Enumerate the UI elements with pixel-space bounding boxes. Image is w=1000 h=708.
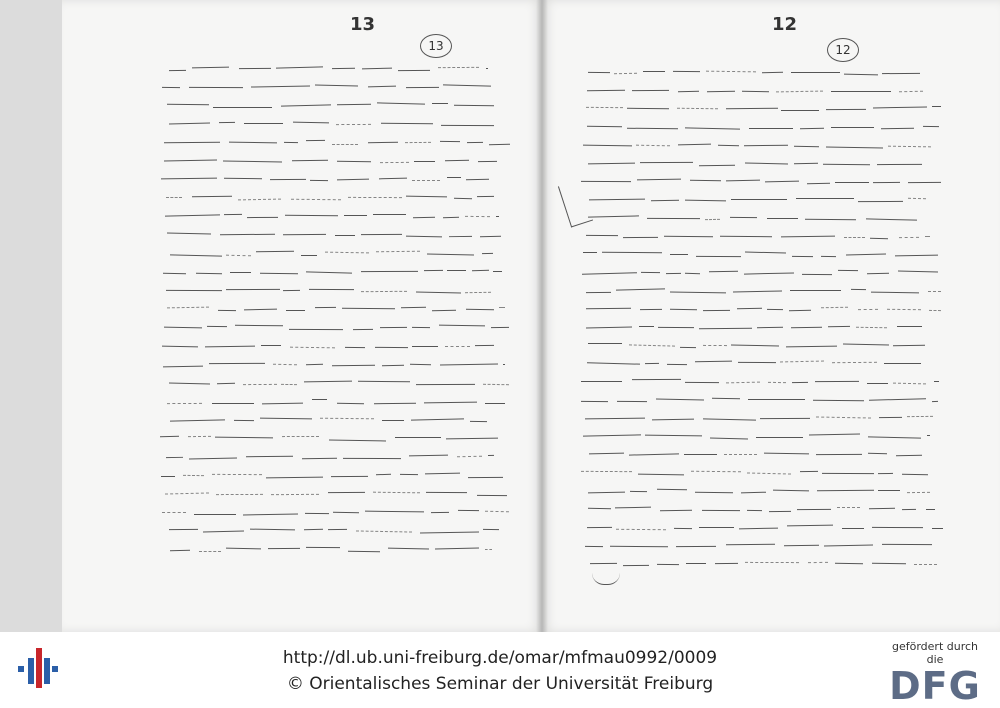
handwriting-stroke bbox=[831, 91, 891, 92]
handwriting-stroke bbox=[586, 307, 631, 309]
handwriting-stroke bbox=[914, 564, 937, 565]
handwriting-stroke bbox=[867, 382, 888, 383]
handwriting-stroke bbox=[927, 435, 930, 436]
handwriting-stroke bbox=[844, 73, 878, 75]
dfg-logo: DFG bbox=[889, 664, 981, 708]
handwriting-stroke bbox=[581, 400, 608, 401]
handwriting-stroke bbox=[696, 256, 741, 257]
handwriting-stroke bbox=[485, 403, 505, 404]
handwriting-stroke bbox=[305, 512, 329, 513]
handwriting-stroke bbox=[194, 513, 236, 514]
handwriting-stroke bbox=[583, 144, 632, 146]
handwriting-stroke bbox=[261, 345, 281, 346]
handwriting-stroke bbox=[745, 562, 799, 563]
handwriting-stroke bbox=[699, 527, 734, 528]
handwriting-stroke bbox=[660, 509, 692, 510]
handwriting-stroke bbox=[416, 384, 475, 385]
handwriting-stroke bbox=[685, 382, 719, 383]
handwriting-stroke bbox=[673, 71, 700, 72]
left-manuscript-page bbox=[62, 0, 542, 632]
handwriting-stroke bbox=[878, 472, 893, 473]
handwriting-stroke bbox=[169, 69, 186, 70]
handwriting-stroke bbox=[583, 252, 597, 253]
handwriting-stroke bbox=[281, 384, 297, 385]
handwriting-stroke bbox=[412, 346, 438, 347]
scan-edge bbox=[0, 0, 62, 632]
handwriting-stroke bbox=[868, 453, 887, 454]
handwriting-stroke bbox=[499, 307, 505, 308]
handwriting-stroke bbox=[301, 255, 317, 256]
handwriting-stroke bbox=[690, 180, 721, 181]
handwriting-stroke bbox=[199, 551, 221, 552]
handwriting-stroke bbox=[196, 272, 222, 274]
handwriting-stroke bbox=[902, 509, 916, 510]
handwriting-stroke bbox=[808, 562, 828, 563]
handwriting-stroke bbox=[226, 289, 280, 290]
handwriting-stroke bbox=[167, 103, 209, 105]
handwriting-stroke bbox=[832, 361, 877, 362]
handwriting-stroke bbox=[640, 162, 693, 163]
handwriting-stroke bbox=[485, 548, 492, 549]
handwriting-stroke bbox=[166, 290, 222, 291]
handwriting-stroke bbox=[800, 471, 818, 472]
handwriting-stroke bbox=[747, 509, 762, 510]
handwriting-stroke bbox=[821, 255, 836, 256]
handwriting-stroke bbox=[760, 417, 810, 418]
handwriting-stroke bbox=[410, 364, 431, 365]
handwriting-stroke bbox=[353, 329, 373, 330]
handwriting-stroke bbox=[585, 546, 603, 547]
book-gutter bbox=[536, 0, 548, 632]
handwriting-stroke bbox=[724, 454, 757, 455]
handwriting-stroke bbox=[846, 253, 886, 255]
handwriting-stroke bbox=[212, 474, 262, 475]
handwriting-stroke bbox=[465, 292, 491, 293]
handwriting-stroke bbox=[467, 142, 483, 143]
handwriting-stroke bbox=[907, 492, 930, 493]
handwriting-stroke bbox=[800, 127, 824, 128]
handwriting-stroke bbox=[332, 67, 355, 68]
handwriting-stroke bbox=[454, 104, 494, 105]
handwriting-stroke bbox=[226, 547, 261, 549]
handwriting-stroke bbox=[315, 307, 336, 308]
handwriting-stroke bbox=[376, 473, 391, 474]
handwriting-stroke bbox=[670, 254, 688, 255]
handwriting-stroke bbox=[893, 345, 925, 346]
handwriting-stroke bbox=[413, 216, 435, 217]
handwriting-stroke bbox=[503, 364, 505, 365]
handwriting-stroke bbox=[292, 159, 328, 161]
handwriting-stroke bbox=[815, 380, 859, 381]
handwriting-stroke bbox=[485, 510, 509, 512]
handwriting-stroke bbox=[488, 455, 494, 456]
handwriting-stroke bbox=[320, 417, 374, 419]
handwriting-stroke bbox=[731, 199, 787, 200]
handwriting-stroke bbox=[480, 235, 501, 237]
handwriting-stroke bbox=[406, 87, 439, 88]
document-url[interactable]: http://dl.ub.uni-freiburg.de/omar/mfmau0992/0009 bbox=[282, 648, 718, 668]
handwriting-stroke bbox=[651, 199, 679, 200]
handwriting-stroke bbox=[262, 402, 303, 404]
handwriting-stroke bbox=[872, 562, 906, 563]
handwriting-stroke bbox=[398, 70, 430, 71]
handwriting-stroke bbox=[872, 527, 923, 528]
handwriting-stroke bbox=[748, 399, 805, 400]
handwriting-stroke bbox=[337, 178, 369, 180]
handwriting-stroke bbox=[627, 127, 678, 129]
handwriting-stroke bbox=[664, 236, 713, 237]
handwriting-stroke bbox=[344, 215, 367, 216]
handwriting-stroke bbox=[703, 344, 727, 345]
handwriting-stroke bbox=[230, 272, 251, 273]
handwriting-stroke bbox=[666, 273, 681, 274]
handwriting-stroke bbox=[400, 474, 418, 475]
handwriting-stroke bbox=[332, 144, 358, 145]
handwriting-stroke bbox=[792, 256, 813, 257]
handwriting-stroke bbox=[380, 161, 409, 162]
handwriting-stroke bbox=[623, 237, 658, 238]
handwriting-stroke bbox=[216, 494, 263, 495]
handwriting-stroke bbox=[870, 237, 889, 238]
handwriting-stroke bbox=[769, 510, 791, 511]
handwriting-stroke bbox=[273, 363, 297, 365]
handwriting-stroke bbox=[483, 529, 499, 530]
handwriting-stroke bbox=[686, 563, 706, 564]
handwriting-stroke bbox=[744, 144, 788, 146]
handwriting-stroke bbox=[781, 110, 819, 111]
handwriting-stroke bbox=[791, 72, 840, 73]
handwriting-stroke bbox=[244, 123, 283, 124]
handwriting-stroke bbox=[382, 420, 404, 421]
handwriting-stroke bbox=[703, 310, 730, 311]
handwriting-stroke bbox=[797, 509, 831, 510]
handwriting-stroke bbox=[879, 417, 902, 418]
handwriting-stroke bbox=[336, 124, 371, 125]
handwriting-stroke bbox=[167, 403, 202, 404]
handwriting-stroke bbox=[657, 564, 679, 565]
handwriting-stroke bbox=[657, 488, 687, 490]
handwriting-stroke bbox=[164, 326, 202, 328]
handwriting-stroke bbox=[699, 164, 735, 165]
handwriting-stroke bbox=[674, 527, 692, 528]
handwriting-stroke bbox=[291, 198, 341, 200]
handwriting-stroke bbox=[581, 181, 631, 182]
handwriting-stroke bbox=[477, 195, 494, 196]
handwriting-stroke bbox=[412, 180, 440, 181]
handwriting-stroke bbox=[331, 476, 368, 477]
handwriting-stroke bbox=[443, 217, 459, 218]
handwriting-stroke bbox=[284, 141, 298, 142]
handwriting-stroke bbox=[923, 126, 939, 127]
handwriting-stroke bbox=[483, 383, 509, 384]
handwriting-stroke bbox=[899, 90, 923, 92]
handwriting-stroke bbox=[794, 162, 818, 163]
handwriting-stroke bbox=[373, 491, 420, 493]
handwriting-stroke bbox=[587, 526, 612, 527]
handwriting-stroke bbox=[218, 310, 236, 311]
right-folio-number: 12 bbox=[772, 14, 798, 35]
handwriting-stroke bbox=[842, 528, 864, 529]
handwriting-stroke bbox=[266, 476, 323, 478]
handwriting-stroke bbox=[802, 274, 832, 275]
handwriting-stroke bbox=[343, 458, 401, 459]
handwriting-stroke bbox=[932, 528, 943, 529]
left-folio-number: 13 bbox=[350, 14, 376, 35]
handwriting-stroke bbox=[395, 437, 441, 438]
handwriting-stroke bbox=[725, 543, 774, 545]
handwriting-stroke bbox=[486, 68, 488, 69]
handwriting-stroke bbox=[465, 215, 490, 216]
handwriting-stroke bbox=[589, 198, 645, 200]
dfg-funding-badge bbox=[882, 640, 988, 708]
copyright-notice: © Orientalisches Seminar der Universität Freiburg bbox=[286, 674, 714, 694]
handwriting-stroke bbox=[229, 141, 277, 143]
handwriting-stroke bbox=[730, 217, 757, 218]
handwriting-stroke bbox=[929, 310, 941, 311]
handwriting-stroke bbox=[493, 271, 502, 272]
handwriting-stroke bbox=[899, 237, 919, 238]
handwriting-stroke bbox=[676, 546, 716, 547]
funding-caption: gefördert durch die bbox=[891, 640, 979, 666]
handwriting-stroke bbox=[496, 216, 499, 217]
handwriting-stroke bbox=[335, 235, 355, 236]
handwriting-stroke bbox=[209, 362, 265, 363]
handwriting-stroke bbox=[401, 307, 426, 308]
right-circled-page-number: 12 bbox=[827, 38, 859, 62]
handwriting-stroke bbox=[678, 143, 711, 145]
handwriting-stroke bbox=[220, 233, 275, 234]
handwriting-stroke bbox=[645, 363, 659, 364]
handwriting-stroke bbox=[212, 403, 254, 404]
handwriting-stroke bbox=[807, 183, 830, 184]
handwriting-stroke bbox=[707, 91, 735, 92]
handwriting-stroke bbox=[680, 346, 696, 347]
handwriting-stroke bbox=[699, 327, 752, 328]
handwriting-stroke bbox=[934, 380, 939, 381]
handwriting-stroke bbox=[374, 403, 416, 404]
right-manuscript-page bbox=[542, 0, 1000, 632]
handwriting-stroke bbox=[897, 326, 922, 327]
handwriting-stroke bbox=[742, 90, 769, 92]
handwriting-stroke bbox=[243, 384, 277, 385]
left-circled-page-number: 13 bbox=[420, 34, 452, 58]
handwriting-stroke bbox=[361, 290, 407, 291]
handwriting-stroke bbox=[348, 196, 402, 197]
handwriting-stroke bbox=[289, 328, 343, 329]
handwriting-stroke bbox=[250, 528, 295, 530]
handwriting-stroke bbox=[457, 455, 482, 457]
handwriting-stroke bbox=[468, 477, 503, 478]
handwriting-stroke bbox=[638, 473, 684, 475]
handwriting-stroke bbox=[720, 235, 772, 237]
handwriting-stroke bbox=[470, 420, 487, 421]
handwriting-stroke bbox=[286, 310, 305, 311]
handwriting-stroke bbox=[445, 159, 469, 160]
handwriting-stroke bbox=[213, 107, 272, 108]
viewer-footer bbox=[0, 632, 1000, 708]
handwriting-stroke bbox=[641, 272, 660, 273]
handwriting-stroke bbox=[192, 195, 232, 197]
handwriting-stroke bbox=[896, 454, 922, 456]
handwriting-stroke bbox=[639, 326, 654, 327]
handwriting-stroke bbox=[632, 90, 669, 91]
handwriting-stroke bbox=[260, 272, 298, 273]
